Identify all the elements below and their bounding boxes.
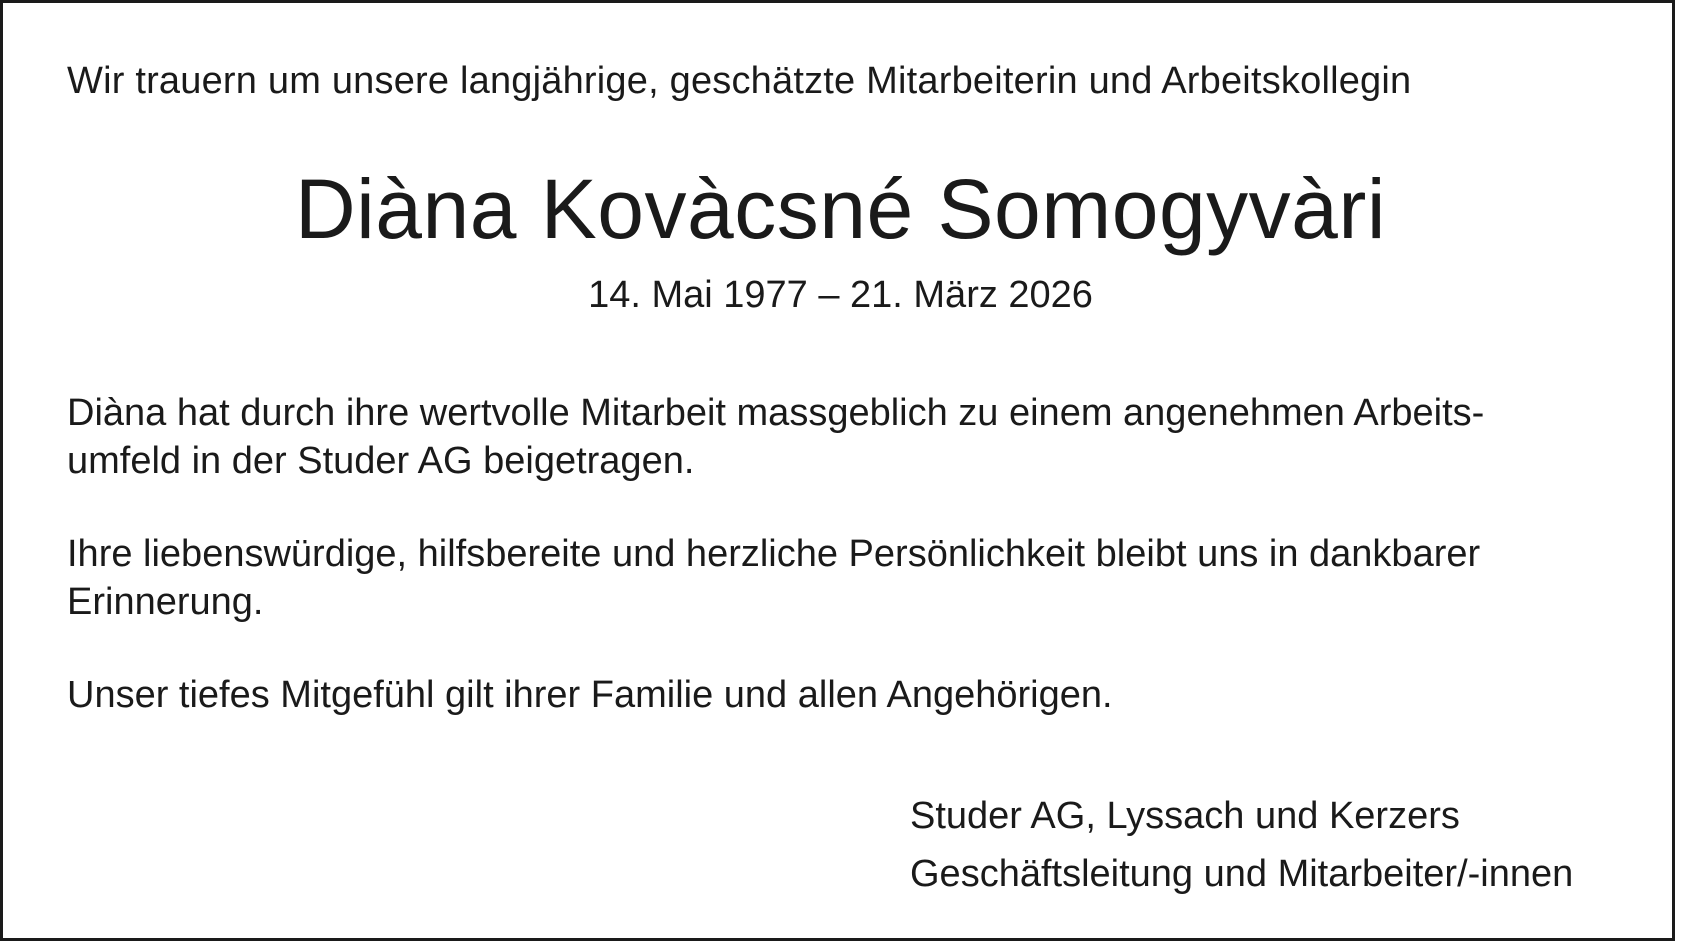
paragraph-line: umfeld in der Studer AG beigetragen.: [67, 440, 695, 482]
paragraph-line: Unser tiefes Mitgefühl gilt ihrer Familie und allen Angehörigen.: [67, 674, 1113, 716]
tribute-paragraph-personality: [67, 530, 1627, 626]
signature-team: Geschäftsleitung und Mitarbeiter/-innen: [910, 853, 1574, 895]
paragraph-line: Diàna hat durch ihre wertvolle Mitarbeit massgeblich zu einem angenehmen Arbeits-: [67, 392, 1485, 434]
paragraph-line: Erinnerung.: [67, 581, 264, 623]
intro-text: Wir trauern um unsere langjährige, geschätzte Mitarbeiterin und Arbeitskollegin: [67, 60, 1412, 102]
paragraph-line: Ihre liebenswürdige, hilfsbereite und herzliche Persönlichkeit bleibt uns in dankbarer: [67, 533, 1481, 575]
tribute-paragraph-contribution: [67, 389, 1627, 485]
signature-company: Studer AG, Lyssach und Kerzers: [910, 795, 1460, 837]
signature-block: [910, 787, 1573, 903]
condolence-paragraph: [67, 671, 1627, 719]
life-dates: 14. Mai 1977 – 21. März 2026: [588, 274, 1093, 316]
deceased-name: Diàna Kovàcsné Somogyvàri: [294, 162, 1387, 256]
